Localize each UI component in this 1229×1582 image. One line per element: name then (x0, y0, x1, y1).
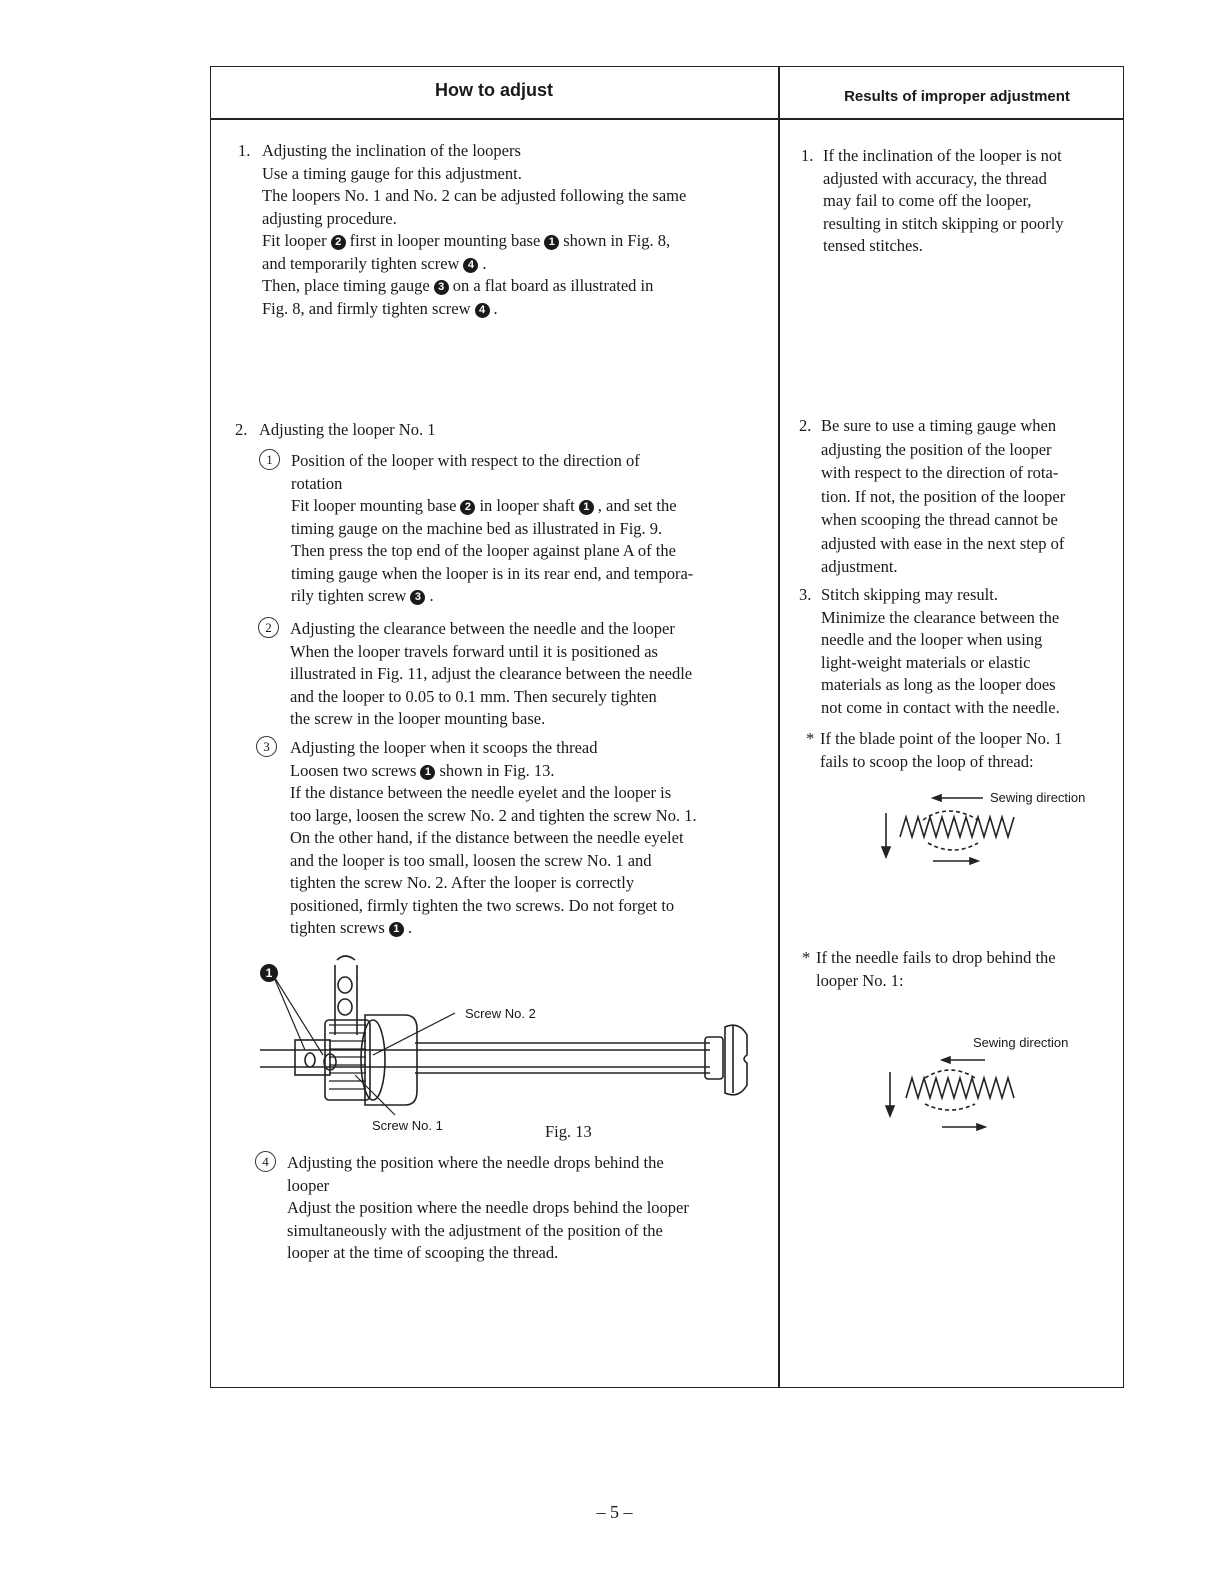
text-line: and the looper is too small, loosen the screw No. 1 and (290, 850, 652, 870)
step-title: Adjusting the looper when it scoops the thread (290, 738, 598, 757)
text-line: looper No. 1: (816, 970, 904, 990)
page-number: – 5 – (596, 1502, 633, 1522)
text-line: Minimize the clearance between the (821, 607, 1060, 627)
text-line: timing gauge on the machine bed as illustrated in Fig. 9. (291, 518, 663, 538)
callout-1-icon: 1 (389, 922, 404, 937)
text-line: tighten screws 1 . (290, 918, 412, 937)
text-line: Loosen two screws 1 shown in Fig. 13. (290, 760, 555, 780)
column-divider (778, 66, 780, 1388)
step-3-marker: 3 (256, 736, 277, 757)
step-4 (287, 1152, 772, 1265)
text-line: with respect to the direction of rota- (821, 463, 1059, 482)
callout-3-icon: 3 (410, 590, 425, 605)
stitch-diagram-1 (878, 785, 1028, 870)
text-line: Fit looper 2 first in looper mounting base 1 shown in Fig. 8, (262, 231, 671, 250)
section-number: 1. (238, 141, 251, 160)
fig13-caption: Fig. 13 (545, 1122, 592, 1141)
callout-1-icon: 1 (579, 500, 594, 515)
text-line: Adjust the position where the needle drops behind the looper (287, 1198, 689, 1217)
step-title: Adjusting the clearance between the needle and the looper (290, 619, 675, 638)
step-title: Position of the looper with respect to the direction of (291, 451, 640, 470)
step-1 (291, 450, 771, 608)
step-1-marker: 1 (259, 449, 280, 470)
text-line: rily tighten screw 3 . (291, 586, 434, 605)
header-results: Results of improper adjustment (844, 88, 1070, 105)
text-line: simultaneously with the adjustment of the position of the (287, 1220, 663, 1240)
fig13-screw-1-label: Screw No. 1 (372, 1118, 443, 1133)
result-1 (801, 145, 1119, 258)
callout-2-icon: 2 (460, 500, 475, 515)
text-line: looper at the time of scooping the thread. (287, 1243, 559, 1262)
note-2 (802, 947, 1120, 992)
callout-2-icon: 2 (331, 235, 346, 250)
note-1 (806, 728, 1120, 773)
text-line: On the other hand, if the distance between the needle eyelet (290, 828, 684, 847)
section-1 (238, 140, 773, 320)
section-number: 2. (235, 420, 248, 439)
step-title: looper (287, 1175, 330, 1195)
result-number: 3. (799, 585, 812, 604)
text-line: Then press the top end of the looper against plane A of the (291, 541, 676, 560)
sewing-direction-label-1: Sewing direction (990, 790, 1086, 805)
header-how-to-adjust: How to adjust (435, 80, 553, 100)
result-number: 2. (799, 416, 812, 435)
text-line: adjusted with ease in the next step of (821, 533, 1065, 553)
text-line: tensed stitches. (823, 236, 923, 255)
text-line: adjusting procedure. (262, 208, 397, 228)
section-2 (235, 419, 775, 442)
text-line: Use a timing gauge for this adjustment. (262, 163, 522, 183)
text-line: The loopers No. 1 and No. 2 can be adjusted following the same (262, 186, 687, 205)
text-line: adjustment. (821, 557, 898, 576)
callout-3-icon: 3 (434, 280, 449, 295)
step-3 (290, 737, 775, 940)
fig13-callout-1-icon: 1 (260, 964, 278, 982)
text-line: when scooping the thread cannot be (821, 510, 1058, 529)
text-line: the screw in the looper mounting base. (290, 709, 546, 728)
text-line: If the distance between the needle eyelet and the looper is (290, 783, 672, 802)
text-line: If the needle fails to drop behind the (816, 948, 1056, 967)
text-line: materials as long as the looper does (821, 675, 1056, 694)
stitch-diagram-2 (880, 1052, 1030, 1137)
section-title: Adjusting the looper No. 1 (259, 420, 436, 439)
callout-4-icon: 4 (463, 258, 478, 273)
callout-1-icon: 1 (420, 765, 435, 780)
callout-1-icon: 1 (544, 235, 559, 250)
text-line: timing gauge when the looper is in its rear end, and tempora- (291, 563, 694, 583)
text-line: adjusted with accuracy, the thread (823, 168, 1047, 188)
text-line: If the inclination of the looper is not (823, 146, 1062, 165)
note-star: * (806, 729, 815, 748)
text-line: tion. If not, the position of the looper (821, 486, 1066, 506)
text-line: not come in contact with the needle. (821, 697, 1060, 717)
fig13-drawing (255, 955, 775, 1120)
text-line: and the looper to 0.05 to 0.1 mm. Then securely tighten (290, 686, 657, 706)
text-line: Fig. 8, and firmly tighten screw 4 . (262, 298, 498, 318)
header-rule (210, 118, 1124, 120)
text-line: illustrated in Fig. 11, adjust the clearance between the needle (290, 664, 693, 683)
fig13-screw-2-label: Screw No. 2 (465, 1006, 536, 1021)
text-line: Stitch skipping may result. (821, 585, 998, 604)
text-line: positioned, firmly tighten the two screws. Do not forget to (290, 895, 675, 915)
sewing-direction-label-2: Sewing direction (973, 1035, 1069, 1050)
step-title: Adjusting the position where the needle drops behind the (287, 1153, 664, 1172)
text-line: may fail to come off the looper, (823, 191, 1032, 210)
section-title: Adjusting the inclination of the loopers (262, 141, 521, 160)
text-line: Fit looper mounting base 2 in looper shaft 1 , and set the (291, 496, 677, 515)
text-line: and temporarily tighten screw 4 . (262, 253, 487, 273)
result-number: 1. (801, 146, 814, 165)
step-title: rotation (291, 473, 343, 493)
text-line: adjusting the position of the looper (821, 439, 1052, 459)
text-line: light-weight materials or elastic (821, 652, 1031, 672)
result-2 (799, 414, 1119, 579)
text-line: If the blade point of the looper No. 1 (820, 729, 1063, 748)
callout-4-icon: 4 (475, 303, 490, 318)
text-line: When the looper travels forward until it is positioned as (290, 641, 658, 661)
result-3 (799, 584, 1119, 719)
note-star: * (802, 948, 811, 967)
text-line: Be sure to use a timing gauge when (821, 416, 1057, 435)
text-line: Then, place timing gauge 3 on a flat board as illustrated in (262, 276, 654, 295)
text-line: fails to scoop the loop of thread: (820, 751, 1034, 771)
text-line: too large, loosen the screw No. 2 and tighten the screw No. 1. (290, 805, 697, 825)
text-line: resulting in stitch skipping or poorly (823, 213, 1064, 233)
step-2-marker: 2 (258, 617, 279, 638)
text-line: tighten the screw No. 2. After the looper is correctly (290, 873, 635, 892)
step-2 (290, 618, 770, 731)
text-line: needle and the looper when using (821, 630, 1043, 649)
step-4-marker: 4 (255, 1151, 276, 1172)
